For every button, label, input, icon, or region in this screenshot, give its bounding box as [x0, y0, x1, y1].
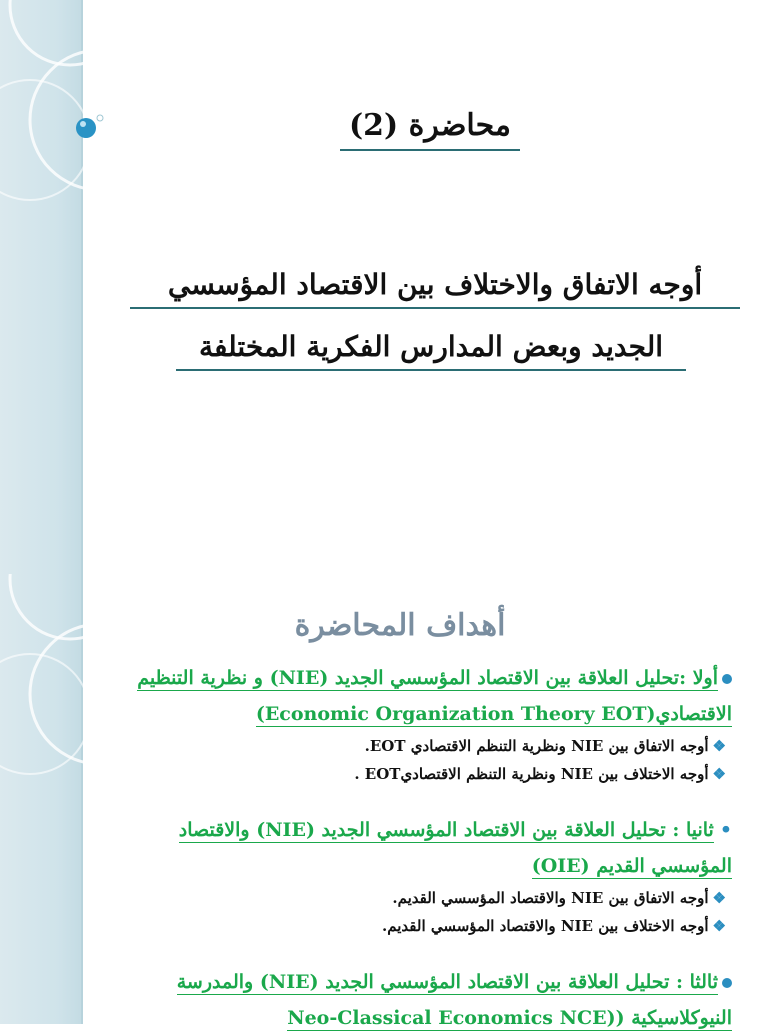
objective-3-line-2: النيوكلاسيكية ((Neo-Classical Economics NCE	[287, 1007, 732, 1029]
decorative-circles-icon	[0, 0, 140, 300]
objective-3-line-1: ثالثا : تحليل العلاقة بين الاقتصاد المؤسسي الجديد (NIE) والمدرسة	[92, 964, 732, 1000]
subtitle-line-1: أوجه الاتفاق والاختلاف بين الاقتصاد المؤسسي	[130, 268, 740, 309]
objective-2-sub-2: ❖أوجه الاختلاف بين NIE والاقتصاد المؤسسي القديم.	[382, 917, 726, 935]
objective-2-line-2: المؤسسي القديم (OIE)	[531, 855, 732, 877]
objective-1-line-2: الاقتصادي(Economic Organization Theory EOT)	[255, 703, 732, 725]
bullet-dot-icon	[722, 978, 732, 988]
objective-2-sub-1: ❖أوجه الاتفاق بين NIE والاقتصاد المؤسسي القديم.	[392, 889, 726, 907]
objective-2-line-1: •ثانيا : تحليل العلاقة بين الاقتصاد المؤسسي الجديد (NIE) والاقتصاد	[178, 819, 732, 841]
diamond-star-icon: ❖	[712, 889, 726, 907]
diamond-star-icon: ❖	[712, 765, 726, 783]
diamond-star-icon: ❖	[712, 737, 726, 755]
objective-item-2	[92, 812, 732, 940]
objective-item-3	[92, 964, 732, 1036]
diamond-star-icon: ❖	[712, 917, 726, 935]
subtitle-line-2: الجديد وبعض المدارس الفكرية المختلفة	[176, 330, 686, 371]
bullet-dot-icon	[722, 674, 732, 684]
section-title: أهداف المحاضرة	[294, 608, 506, 643]
objective-item-1	[92, 660, 732, 788]
lecture-title: محاضرة (2)	[340, 108, 520, 151]
objective-1-sub-1: ❖أوجه الاتفاق بين NIE ونظرية التنظم الاقتصادي EOT.	[364, 737, 726, 755]
objective-1-sub-2: ❖أوجه الاختلاف بين NIE ونظرية التنظم الاقتصاديEOT .	[354, 765, 726, 783]
bullet-dot-icon: •	[719, 819, 732, 841]
objective-1-line-1: أولا :تحليل العلاقة بين الاقتصاد المؤسسي الجديد (NIE) و نظرية التنظيم	[92, 660, 732, 696]
